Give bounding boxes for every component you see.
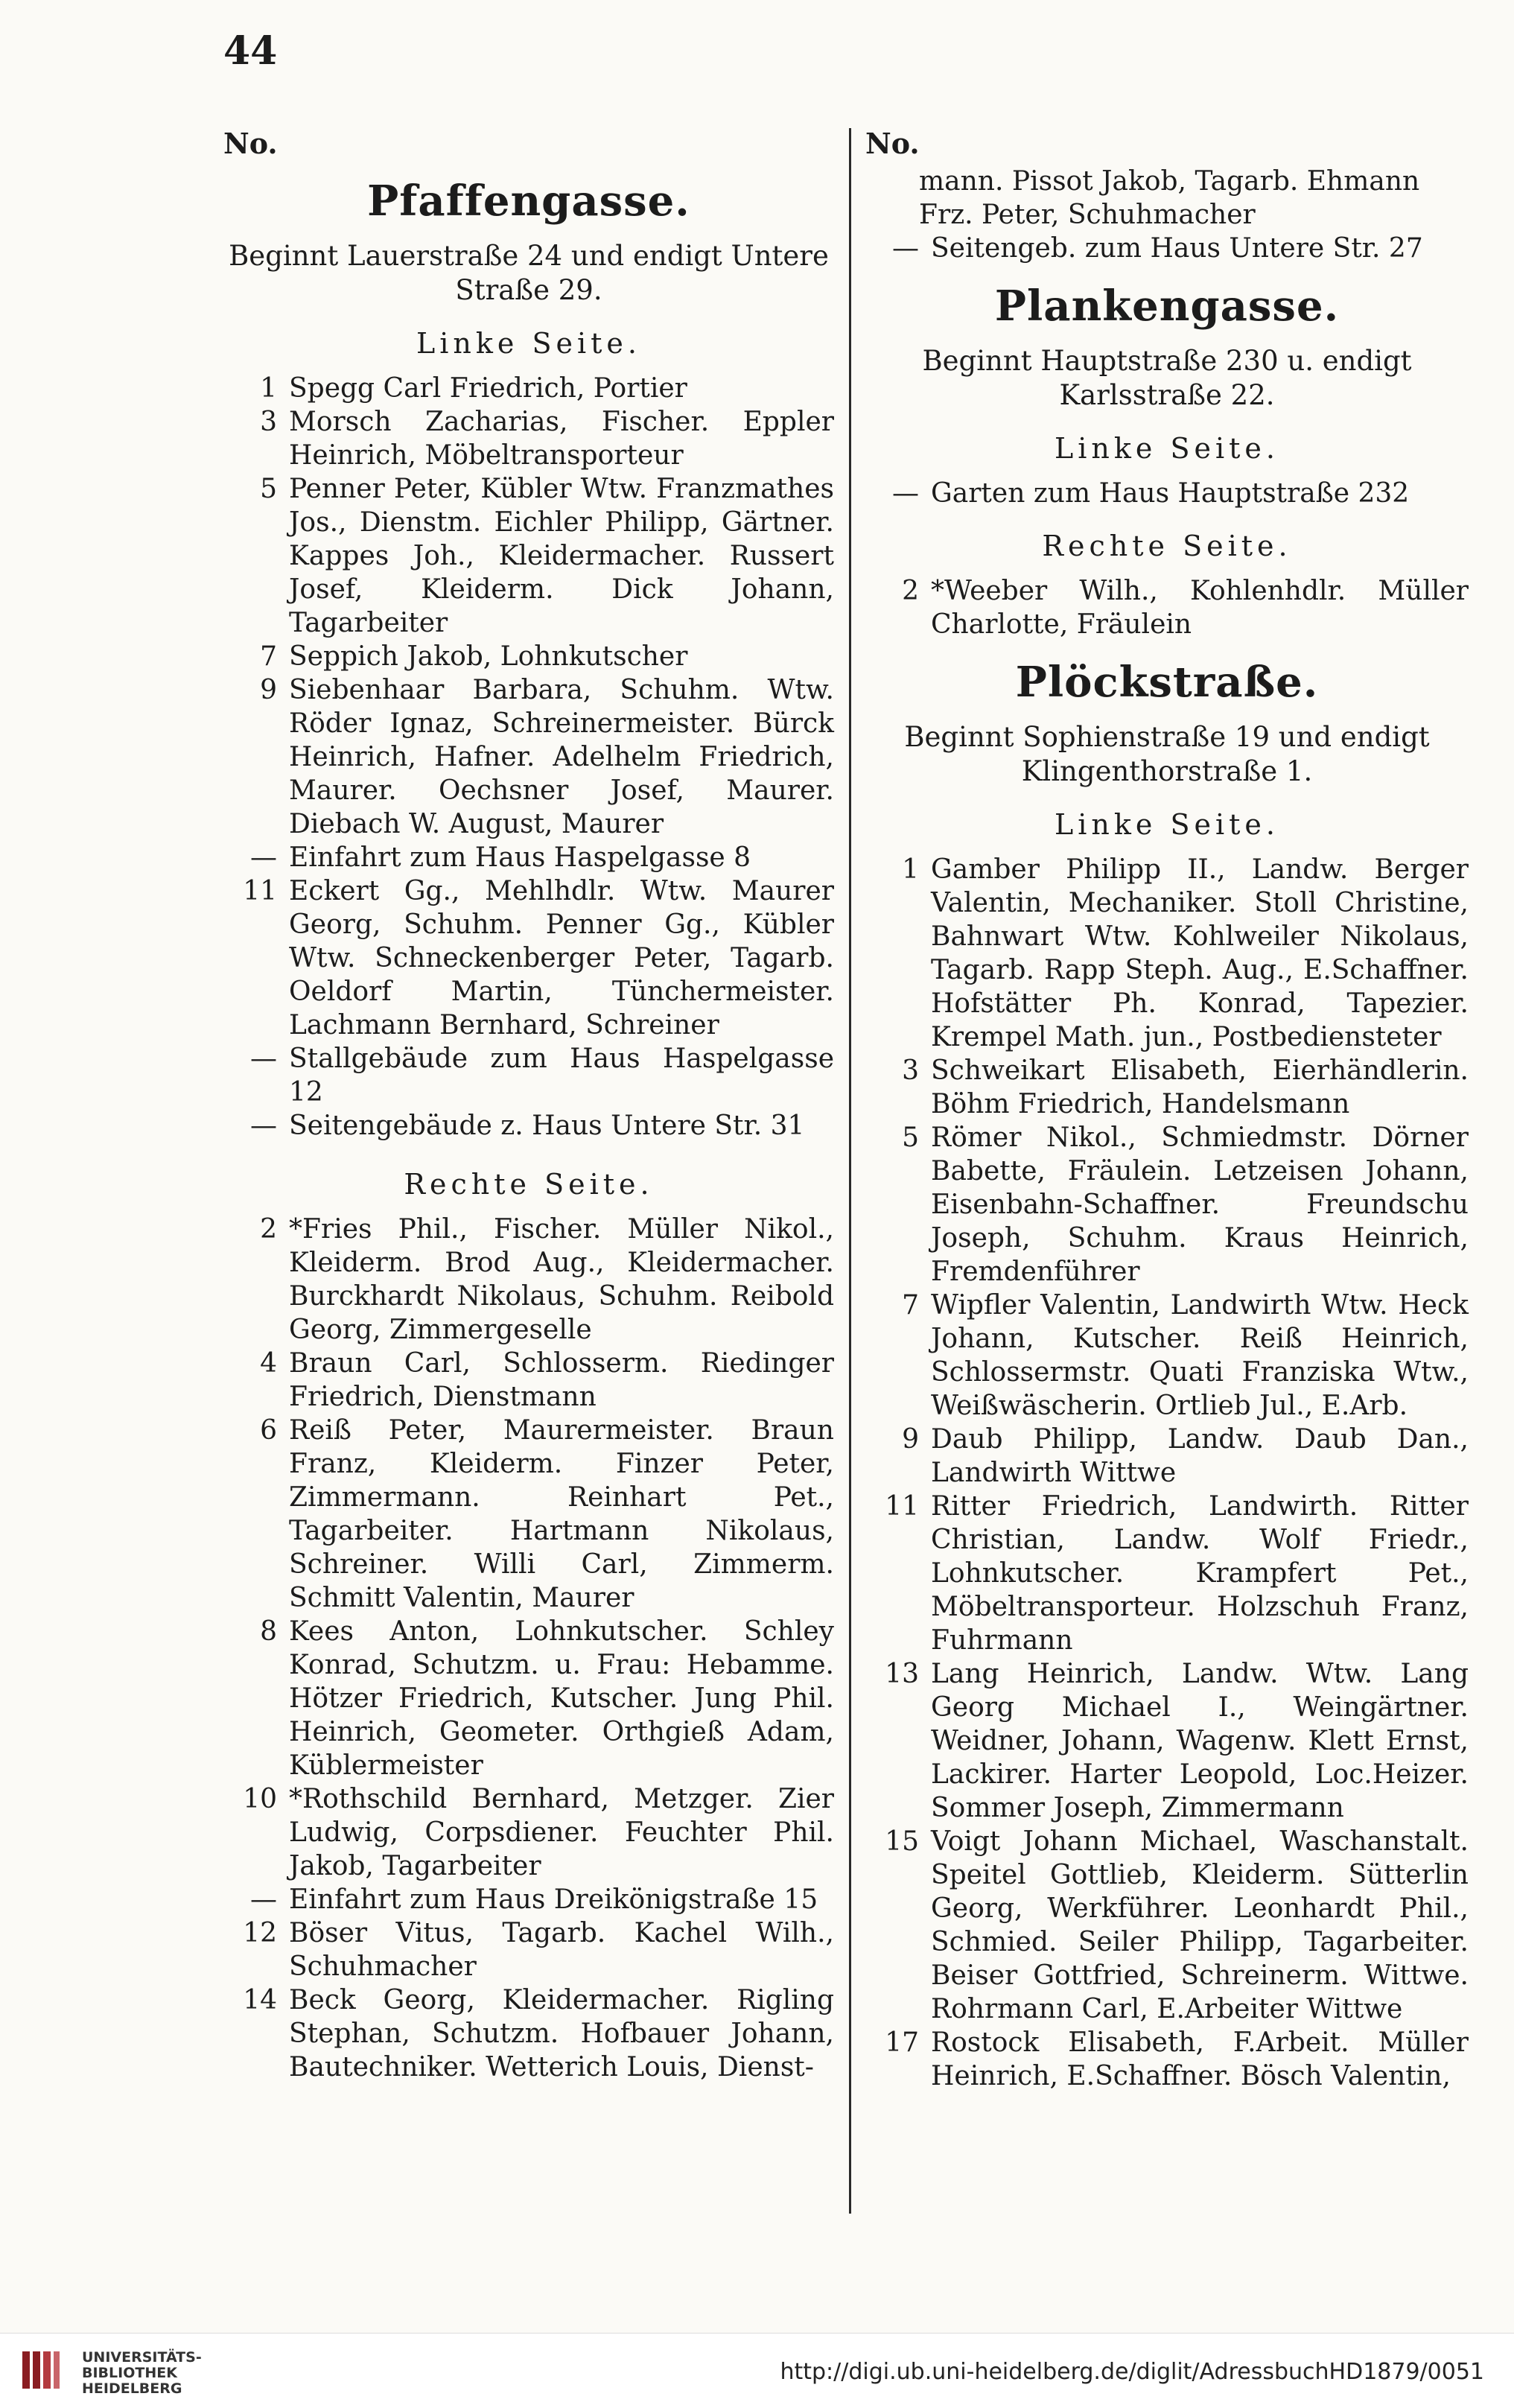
side-heading: Linke Seite.: [1055, 808, 1279, 841]
street-title: Pfaffengasse.: [367, 177, 690, 226]
directory-entry: [223, 1615, 834, 1782]
resident-text: Seitengeb. zum Haus Untere Str. 27: [931, 233, 1423, 264]
directory-entry: [865, 1423, 1469, 1490]
house-number: —: [892, 478, 919, 509]
house-number: 9: [260, 675, 277, 705]
house-number: 4: [260, 1348, 277, 1379]
house-number: 2: [260, 1214, 277, 1245]
house-number: 5: [260, 474, 277, 504]
resident-text: Gamber Philipp II., Landw. Berger Valentin, Mechaniker. Stoll Christine, Bahnwart Wtw. Kohlweiler Nikolaus, Tagarb. Rapp Steph. Aug., E.Schaffner. Hofstätter Ph. Konrad, Tapezier. Krempel Math. jun., Postbediensteter: [931, 854, 1469, 1052]
resident-text: Lang Heinrich, Landw. Wtw. Lang Georg Michael I., Weingärtner. Weidner, Johann, Wagenw. Klett Ernst, Lackirer. Harter Leopold, Loc.Heizer. Sommer Joseph, Zimmermann: [931, 1659, 1469, 1823]
resident-text: Einfahrt zum Haus Dreikönigstraße 15: [289, 1884, 818, 1915]
side-heading: Linke Seite.: [1055, 432, 1279, 465]
house-number: 8: [260, 1616, 277, 1647]
house-number: —: [250, 842, 277, 873]
resident-text: *Rothschild Bernhard, Metzger. Zier Ludwig, Corpsdiener. Feuchter Phil. Jakob, Tagarbeiter: [289, 1784, 834, 1881]
right-column: [865, 127, 1469, 2093]
house-number: —: [250, 1111, 277, 1141]
directory-entry: [223, 1347, 834, 1414]
page-number: 44: [223, 28, 278, 74]
directory-entry: [865, 1825, 1469, 2026]
resident-text: Seppich Jakob, Lohnkutscher: [289, 641, 688, 672]
side-heading: Linke Seite.: [416, 327, 641, 360]
street-title: Plankengasse.: [994, 282, 1340, 331]
resident-text: Eckert Gg., Mehlhdlr. Wtw. Maurer Georg, Schuhm. Penner Gg., Kübler Wtw. Schneckenberger Peter, Tagarb. Oeldorf Martin, Tünchermeister. Lachmann Bernhard, Schreiner: [289, 876, 834, 1041]
street-description: Beginnt Sophienstraße 19 und endigt Klingenthorstraße 1.: [904, 721, 1430, 787]
footer-bar: [0, 2333, 1514, 2408]
directory-entry: [865, 853, 1469, 1054]
library-name-line: UNIVERSITÄTS-: [82, 2349, 202, 2366]
house-number: —: [892, 233, 919, 264]
directory-entry: [223, 372, 834, 405]
house-number: 1: [260, 373, 277, 404]
side-heading: Rechte Seite.: [1042, 530, 1292, 562]
directory-entry: [223, 874, 834, 1042]
directory-entry: [223, 1414, 834, 1615]
resident-text: Stallgebäude zum Haus Haspelgasse 12: [289, 1043, 834, 1108]
entry-list: [865, 853, 1469, 2093]
directory-entry: [865, 1657, 1469, 1825]
resident-text: Braun Carl, Schlosserm. Riedinger Friedrich, Dienstmann: [289, 1348, 834, 1412]
entry-list: [865, 574, 1469, 641]
house-number: 7: [260, 641, 277, 672]
directory-entry: [223, 472, 834, 640]
source-url-link[interactable]: http://digi.ub.uni-heidelberg.de/diglit/AdressbuchHD1879/0051: [780, 2359, 1484, 2385]
resident-text: Einfahrt zum Haus Haspelgasse 8: [289, 842, 751, 873]
directory-entry: [223, 640, 834, 673]
library-name-line: HEIDELBERG: [82, 2380, 182, 2397]
entry-continuation: mann. Pissot Jakob, Tagarb. Ehmann Frz. Peter, Schuhmacher: [919, 166, 1420, 230]
street-description: Beginnt Hauptstraße 230 u. endigt Karlsstraße 22.: [922, 345, 1412, 411]
entry-list: [223, 1213, 834, 2084]
resident-text: Daub Philipp, Landw. Daub Dan., Landwirth Wittwe: [931, 1424, 1469, 1488]
library-name: [82, 2350, 202, 2397]
entry-list: [223, 372, 834, 1143]
house-number: 1: [902, 854, 919, 885]
house-number: —: [250, 1043, 277, 1074]
house-number: 15: [885, 1826, 919, 1857]
street-description: Beginnt Lauerstraße 24 und endigt Untere Straße 29.: [229, 240, 829, 306]
directory-entry: [223, 1782, 834, 1883]
house-number: 3: [260, 407, 277, 437]
house-number: 9: [902, 1424, 919, 1455]
resident-text: Kees Anton, Lohnkutscher. Schley Konrad, Schutzm. u. Frau: Hebamme. Hötzer Friedrich, Kutscher. Jung Phil. Heinrich, Geometer. Orthgieß Adam, Küblermeister: [289, 1616, 834, 1781]
house-number: 2: [902, 576, 919, 606]
resident-text: Seitengebäude z. Haus Untere Str. 31: [289, 1111, 805, 1141]
directory-entry: [223, 841, 834, 874]
directory-entry: [865, 1121, 1469, 1289]
house-number: 14: [243, 1985, 277, 2015]
house-number: 7: [902, 1290, 919, 1321]
directory-entry: [865, 1289, 1469, 1423]
resident-text: Beck Georg, Kleidermacher. Rigling Stephan, Schutzm. Hofbauer Johann, Bautechniker. Wetterich Louis, Dienst-: [289, 1985, 834, 2083]
resident-text: Penner Peter, Kübler Wtw. Franzmathes Jos., Dienstm. Eichler Philipp, Gärtner. Kappes Joh., Kleidermacher. Russert Josef, Kleiderm. Dick Johann, Tagarbeiter: [289, 474, 834, 638]
directory-entry: [223, 1983, 834, 2084]
resident-text: Böser Vitus, Tagarb. Kachel Wilh., Schuhmacher: [289, 1918, 834, 1982]
house-number: 3: [902, 1055, 919, 1086]
directory-entry: [223, 1109, 834, 1143]
entry-list: [865, 232, 1469, 265]
library-name-line: BIBLIOTHEK: [82, 2365, 177, 2381]
left-column: [223, 127, 834, 2084]
house-number: 5: [902, 1122, 919, 1153]
resident-text: Ritter Friedrich, Landwirth. Ritter Christian, Landw. Wolf Friedr., Lohnkutscher. Krampfert Pet., Möbeltransporteur. Holzschuh Franz, Fuhrmann: [931, 1491, 1469, 1656]
resident-text: *Fries Phil., Fischer. Müller Nikol., Kleiderm. Brod Aug., Kleidermacher. Burckhardt Nikolaus, Schuhm. Reibold Georg, Zimmergeselle: [289, 1214, 834, 1345]
house-number: 11: [885, 1491, 919, 1522]
directory-entry: [223, 673, 834, 841]
house-number: 10: [243, 1784, 277, 1814]
directory-entry: [865, 2026, 1469, 2093]
house-number: 11: [243, 876, 277, 906]
street-title: Plöckstraße.: [1015, 658, 1319, 707]
resident-text: Siebenhaar Barbara, Schuhm. Wtw. Röder Ignaz, Schreinermeister. Bürck Heinrich, Hafner. Adelhelm Friedrich, Maurer. Oechsner Josef, Maurer. Diebach W. August, Maurer: [289, 675, 834, 839]
number-header: No.: [223, 127, 278, 160]
house-number: 12: [243, 1918, 277, 1948]
directory-entry: [865, 1490, 1469, 1657]
directory-entry: [865, 574, 1469, 641]
directory-entry: [865, 477, 1469, 510]
side-heading: Rechte Seite.: [404, 1168, 654, 1201]
directory-entry: [865, 1054, 1469, 1121]
resident-text: Wipfler Valentin, Landwirth Wtw. Heck Johann, Kutscher. Reiß Heinrich, Schlossermstr. Quati Franziska Wtw., Weißwäscherin. Ortlieb Jul., E.Arb.: [931, 1290, 1469, 1421]
directory-entry: [223, 405, 834, 472]
resident-text: Voigt Johann Michael, Waschanstalt. Speitel Gottlieb, Kleiderm. Sütterlin Georg, Werkführer. Leonhardt Phil., Schmied. Seiler Philipp, Tagarbeiter. Beiser Gottfried, Schreinerm. Wittwe. Rohrmann Carl, E.Arbeiter Wittwe: [931, 1826, 1469, 2024]
resident-text: Römer Nikol., Schmiedmstr. Dörner Babette, Fräulein. Letzeisen Johann, Eisenbahn-Schaffner. Freundschu Joseph, Schuhm. Kraus Heinrich, Fremdenführer: [931, 1122, 1469, 1287]
library-logo-icon: [18, 2347, 64, 2393]
resident-text: Reiß Peter, Maurermeister. Braun Franz, Kleiderm. Finzer Peter, Zimmermann. Reinhart Pet., Tagarbeiter. Hartmann Nikolaus, Schreiner. Willi Carl, Zimmerm. Schmitt Valentin, Maurer: [289, 1415, 834, 1613]
house-number: —: [250, 1884, 277, 1915]
resident-text: Morsch Zacharias, Fischer. Eppler Heinrich, Möbeltransporteur: [289, 407, 834, 471]
house-number: 13: [885, 1659, 919, 1689]
directory-entry: [223, 1042, 834, 1109]
column-divider: [849, 128, 851, 2214]
resident-text: *Weeber Wilh., Kohlenhdlr. Müller Charlotte, Fräulein: [931, 576, 1469, 640]
entry-list: [865, 477, 1469, 510]
directory-entry: [865, 232, 1469, 265]
directory-entry: [223, 1916, 834, 1983]
number-header: No.: [865, 127, 920, 160]
house-number: 6: [260, 1415, 277, 1446]
directory-entry: [223, 1883, 834, 1916]
resident-text: Rostock Elisabeth, F.Arbeit. Müller Heinrich, E.Schaffner. Bösch Valentin,: [931, 2027, 1469, 2091]
resident-text: Schweikart Elisabeth, Eierhändlerin. Böhm Friedrich, Handelsmann: [931, 1055, 1469, 1119]
directory-entry: [223, 1213, 834, 1347]
house-number: 17: [885, 2027, 919, 2058]
resident-text: Spegg Carl Friedrich, Portier: [289, 373, 687, 404]
resident-text: Garten zum Haus Hauptstraße 232: [931, 478, 1410, 509]
